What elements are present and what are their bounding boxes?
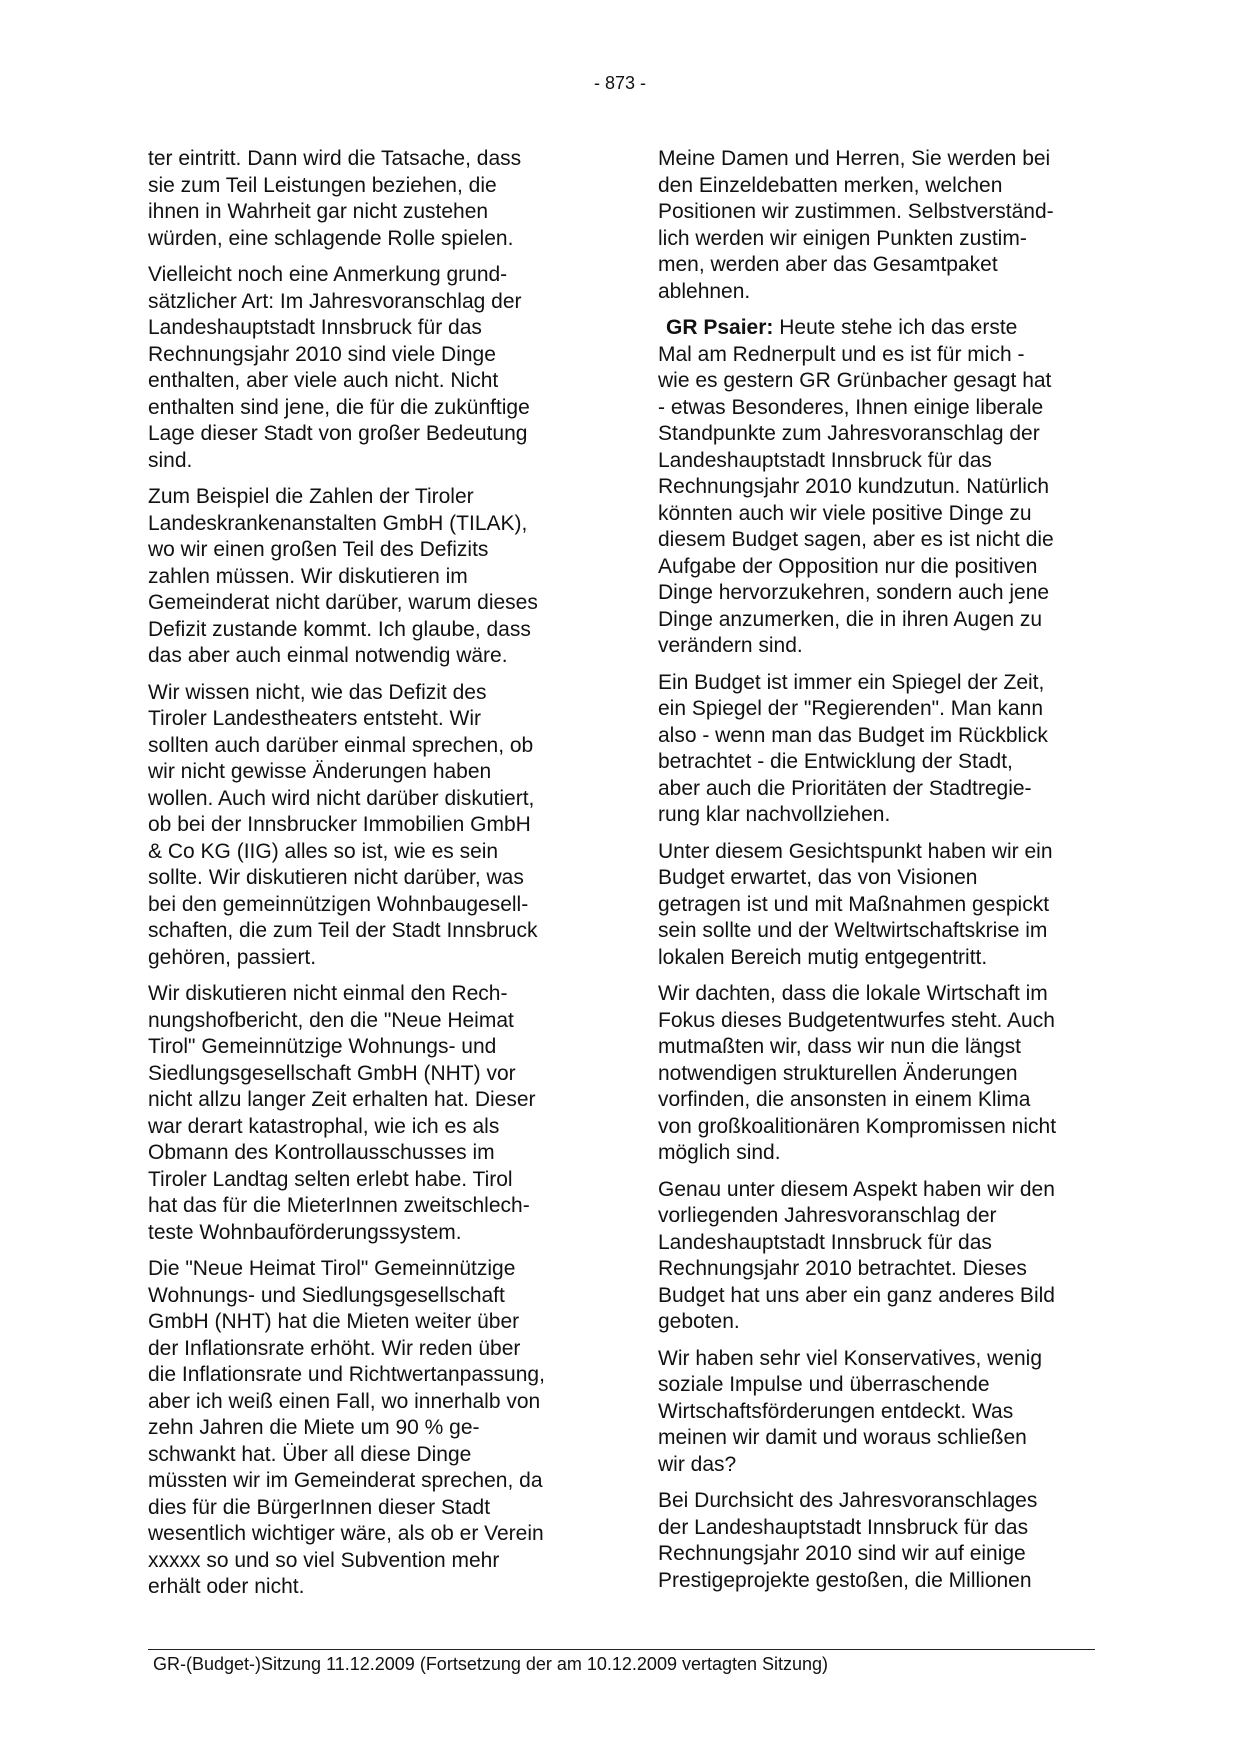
text-line: nungshofbericht, den die "Neue Heimat	[148, 1008, 514, 1032]
text-line: verändern sind.	[658, 634, 803, 657]
text-line: wie es gestern GR Grünbacher gesagt hat	[658, 369, 1052, 392]
paragraph	[148, 146, 598, 252]
paragraph	[658, 670, 1098, 829]
text-line: Wir haben sehr viel Konservatives, wenig	[658, 1346, 1043, 1370]
text-line: Landeshauptstadt Innsbruck für das	[658, 1230, 992, 1254]
text-line: Tirol" Gemeinnützige Wohnungs- und	[148, 1035, 497, 1058]
paragraph	[148, 981, 598, 1246]
text-line: ihnen in Wahrheit gar nicht zustehen	[148, 200, 489, 223]
text-line: geboten.	[658, 1310, 740, 1333]
text-line: soziale Impulse und überraschende	[658, 1373, 990, 1396]
text-line: ablehnen.	[658, 279, 751, 303]
text-line: ein Spiegel der "Regierenden". Man kann	[658, 697, 1043, 720]
text-line: der Landeshauptstadt Innsbruck für das	[658, 1515, 1029, 1539]
paragraph	[658, 839, 1098, 972]
text-line: nicht allzu langer Zeit erhalten hat. Dieser	[148, 1088, 536, 1111]
text-line: rung klar nachvollziehen.	[658, 803, 891, 826]
paragraph	[658, 1177, 1098, 1336]
paragraph	[148, 262, 598, 474]
paragraph	[148, 680, 598, 972]
text-line: Fokus dieses Budgetentwurfes steht. Auch	[658, 1008, 1055, 1032]
speaker-line	[658, 315, 1098, 342]
text-line: notwendigen strukturellen Änderungen	[658, 1061, 1018, 1085]
text-line: Obmann des Kontrollausschusses im	[148, 1141, 495, 1164]
text-line: wo wir einen großen Teil des Defizits	[148, 538, 489, 561]
paragraph	[658, 1346, 1098, 1479]
paragraph	[148, 484, 598, 670]
text-line: zahlen müssen. Wir diskutieren im	[148, 564, 468, 588]
text-line: Defizit zustande kommt. Ich glaube, dass	[148, 617, 531, 641]
text-line: müssten wir im Gemeinderat sprechen, da	[148, 1469, 543, 1492]
text-line: war derart katastrophal, wie ich es als	[148, 1114, 500, 1138]
text-line: Landeshauptstadt Innsbruck für das	[658, 448, 992, 472]
text-line: GmbH (NHT) hat die Mieten weiter über	[148, 1310, 520, 1333]
text-line: Rechnungsjahr 2010 sind wir auf einige	[658, 1542, 1026, 1565]
text-line: sätzlicher Art: Im Jahresvoranschlag der	[148, 289, 522, 313]
text-line: Die "Neue Heimat Tirol" Gemeinnützige	[148, 1257, 516, 1280]
text-line: Ein Budget ist immer ein Spiegel der Zeit,	[658, 670, 1045, 694]
text-line: men, werden aber das Gesamtpaket	[658, 253, 998, 276]
text-line: aber auch die Prioritäten der Stadtregie-	[658, 776, 1032, 800]
text-line: xxxxx so und so viel Subvention mehr	[148, 1548, 500, 1572]
text-line: Wir diskutieren nicht einmal den Rech-	[148, 982, 508, 1005]
text-line: enthalten sind jene, die für die zukünftige	[148, 395, 530, 419]
text-line: Wohnungs- und Siedlungsgesellschaft	[148, 1283, 505, 1307]
text-line: Standpunkte zum Jahresvoranschlag der	[658, 422, 1040, 445]
page-number: - 873 -	[593, 73, 647, 93]
text-line: hat das für die MieterInnen zweitschlech-	[148, 1194, 530, 1217]
paragraph	[148, 1256, 598, 1601]
text-line: wollen. Auch wird nicht darüber diskutiert,	[148, 786, 535, 810]
text-line: Landeshauptstadt Innsbruck für das	[148, 316, 482, 339]
text-line: Gemeinderat nicht darüber, warum dieses	[148, 591, 538, 614]
text-line: sollte. Wir diskutieren nicht darüber, was	[148, 866, 524, 889]
text-line: Rechnungsjahr 2010 sind viele Dinge	[148, 342, 496, 366]
text-line: lich werden wir einigen Punkten zustim-	[658, 226, 1027, 250]
left-column	[148, 146, 598, 1611]
text-line: Lage dieser Stadt von großer Bedeutung	[148, 422, 528, 445]
text-line: Rechnungsjahr 2010 betrachtet. Dieses	[658, 1257, 1027, 1280]
text-line: Wir dachten, dass die lokale Wirtschaft im	[658, 982, 1048, 1005]
footer-text: GR-(Budget-)Sitzung 11.12.2009 (Fortsetzung der am 10.12.2009 vertagten Sitzung)	[153, 1654, 829, 1674]
text-line: den Einzeldebatten merken, welchen	[658, 173, 1003, 197]
text-line: Rechnungsjahr 2010 kundzutun. Natürlich	[658, 475, 1050, 498]
text-line: Bei Durchsicht des Jahresvoranschlages	[658, 1489, 1038, 1512]
text-line: sind.	[148, 448, 193, 472]
text-line: Budget erwartet, das von Visionen	[658, 866, 978, 889]
text-line: Vielleicht noch eine Anmerkung grund-	[148, 263, 508, 286]
text-line: der Inflationsrate erhöht. Wir reden über	[148, 1336, 521, 1360]
text-line: Landeskrankenanstalten GmbH (TILAK),	[148, 511, 528, 535]
text-line: Mal am Rednerpult und es ist für mich -	[658, 342, 1025, 366]
text-line: sie zum Teil Leistungen beziehen, die	[148, 173, 497, 197]
text-line: teste Wohnbauförderungssystem.	[148, 1220, 462, 1244]
speaker-name: GR Psaier:	[666, 316, 774, 339]
text-line: zehn Jahren die Miete um 90 % ge-	[148, 1416, 480, 1439]
text-line: aber ich weiß einen Fall, wo innerhalb von	[148, 1389, 541, 1413]
text-line: gehören, passiert.	[148, 945, 317, 969]
paragraph	[658, 1488, 1098, 1594]
text-line: Meine Damen und Herren, Sie werden bei	[658, 147, 1051, 170]
text-line: bei den gemeinnützigen Wohnbaugesell-	[148, 892, 529, 916]
footer-divider	[148, 1649, 1095, 1650]
text-line: vorfinden, die ansonsten in einem Klima	[658, 1088, 1031, 1111]
text-line: wesentlich wichtiger wäre, als ob er Verein	[148, 1522, 544, 1545]
paragraph	[658, 981, 1098, 1167]
text-line: sein sollte und der Weltwirtschaftskrise im	[658, 919, 1048, 942]
text-line: schwankt hat. Über all diese Dinge	[148, 1442, 472, 1466]
text-line: die Inflationsrate und Richtwertanpassung,	[148, 1363, 545, 1386]
text-line: wir das?	[658, 1452, 737, 1476]
text-line: vorliegenden Jahresvoranschlag der	[658, 1204, 997, 1227]
text-line: möglich sind.	[658, 1141, 781, 1164]
text-line: wir nicht gewisse Änderungen haben	[148, 760, 492, 783]
right-column	[658, 146, 1098, 1604]
text-line: Budget hat uns aber ein ganz anderes Bild	[658, 1283, 1055, 1307]
text-line: Prestigeprojekte gestoßen, die Millionen	[658, 1568, 1032, 1592]
text-line: enthalten, aber viele auch nicht. Nicht	[148, 369, 499, 392]
text-line: Dinge anzumerken, die in ihren Augen zu	[658, 607, 1043, 631]
text-line: getragen ist und mit Maßnahmen gespickt	[658, 892, 1050, 916]
text-line: Dinge hervorzukehren, sondern auch jene	[658, 581, 1050, 604]
text-line: & Co KG (IIG) alles so ist, wie es sein	[148, 839, 499, 863]
text-line: Wir wissen nicht, wie das Defizit des	[148, 680, 487, 704]
text-line: dies für die BürgerInnen dieser Stadt	[148, 1495, 491, 1519]
text-line: erhält oder nicht.	[148, 1575, 305, 1598]
text-line: Unter diesem Gesichtspunkt haben wir ein	[658, 839, 1053, 863]
text-line: - etwas Besonderes, Ihnen einige liberale	[658, 395, 1044, 419]
text-line: Siedlungsgesellschaft GmbH (NHT) vor	[148, 1061, 516, 1085]
text-line: Positionen wir zustimmen. Selbstverständ-	[658, 200, 1054, 223]
text-line: ob bei der Innsbrucker Immobilien GmbH	[148, 813, 531, 836]
paragraph	[658, 315, 1098, 660]
text-line: von großkoalitionären Kompromissen nicht	[658, 1114, 1057, 1138]
text-line: könnten auch wir viele positive Dinge zu	[658, 501, 1032, 525]
text-line: also - wenn man das Budget im Rückblick	[658, 723, 1048, 747]
text-line: Wirtschaftsförderungen entdeckt. Was	[658, 1399, 1014, 1423]
text-line: schaften, die zum Teil der Stadt Innsbruck	[148, 919, 538, 942]
text-line: Tiroler Landestheaters entsteht. Wir	[148, 707, 482, 730]
text-line: Zum Beispiel die Zahlen der Tiroler	[148, 485, 474, 508]
text-line: ter eintritt. Dann wird die Tatsache, dass	[148, 147, 522, 170]
text-line: das aber auch einmal notwendig wäre.	[148, 644, 508, 667]
text-line: diesem Budget sagen, aber es ist nicht die	[658, 528, 1054, 551]
text-line: Aufgabe der Opposition nur die positiven	[658, 554, 1038, 578]
text-line: Tiroler Landtag selten erlebt habe. Tirol	[148, 1167, 513, 1191]
text-line: sollten auch darüber einmal sprechen, ob	[148, 733, 534, 757]
text-line: Genau unter diesem Aspekt haben wir den	[658, 1177, 1055, 1201]
text-line: mutmaßten wir, dass wir nun die längst	[658, 1035, 1021, 1058]
text-line: würden, eine schlagende Rolle spielen.	[148, 226, 514, 250]
speaker-line-text: Heute stehe ich das erste	[773, 316, 1018, 339]
text-line: betrachtet - die Entwicklung der Stadt,	[658, 750, 1013, 773]
paragraph	[658, 146, 1098, 305]
text-line: lokalen Bereich mutig entgegentritt.	[658, 945, 988, 969]
text-line: meinen wir damit und woraus schließen	[658, 1426, 1027, 1449]
